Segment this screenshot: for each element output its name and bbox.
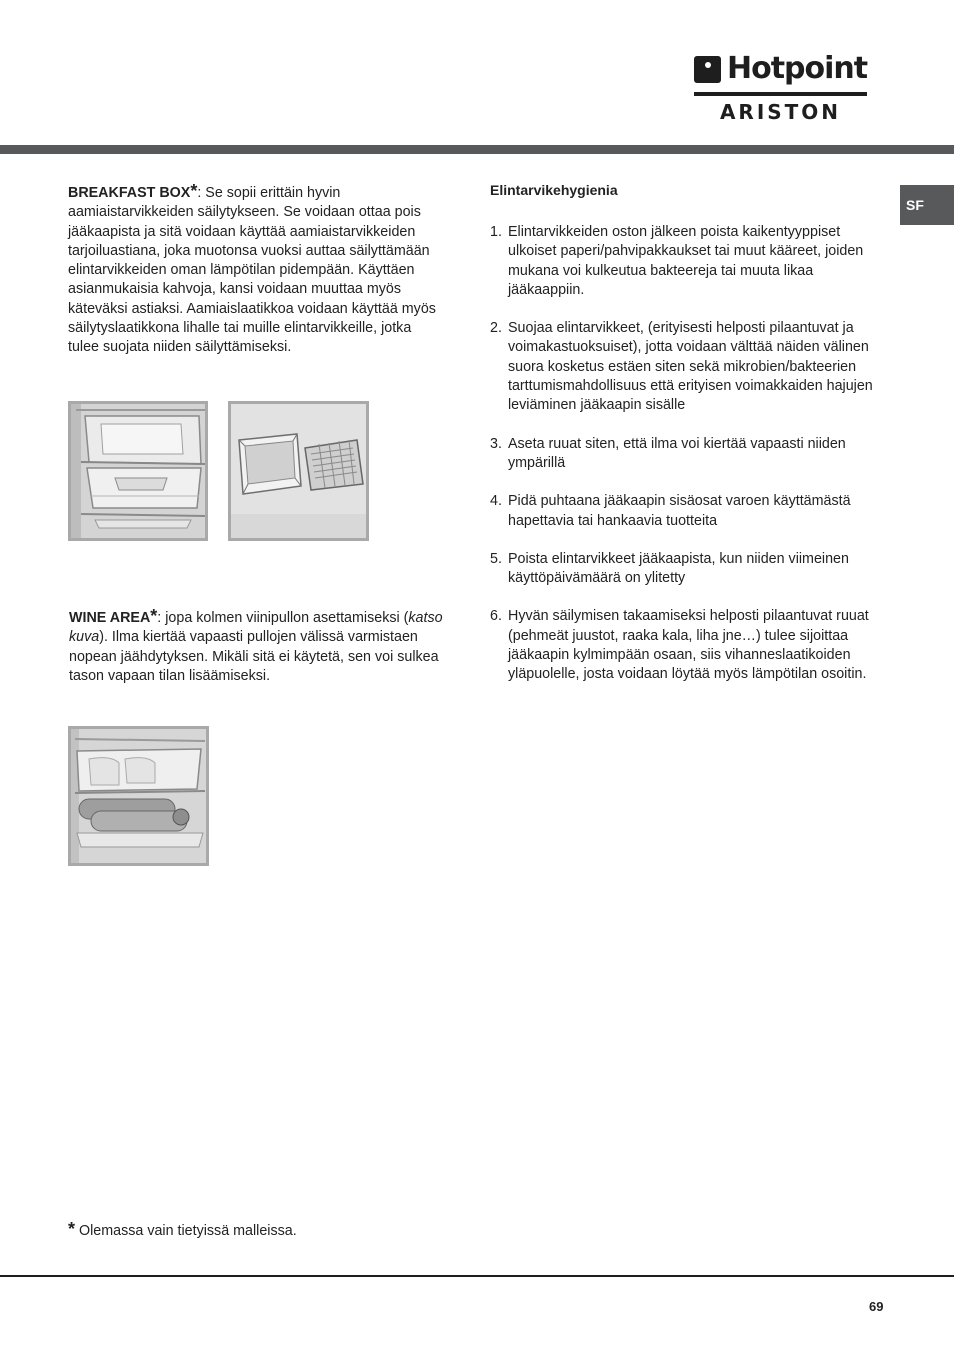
- footnote-text: Olemassa vain tietyissä malleissa.: [75, 1223, 297, 1239]
- list-item-number: 2.: [490, 320, 502, 337]
- food-hygiene-section: [490, 181, 875, 704]
- list-item-number: 5.: [490, 550, 502, 567]
- logo-mark-icon: [694, 56, 721, 83]
- footnote-asterisk: *: [68, 1219, 76, 1239]
- page-number: 69: [869, 1299, 884, 1314]
- list-item-text: Hyvän säilymisen takaamiseksi helposti pilaantuvat ruuat (pehmeät juustot, raaka kala, liha jne…) tulee sijoittaa jääkaapin kylmimpään osaan, siis vihanneslaatikoiden yläpuolelle, josta voidaan löytää myös lämpötilan osoitin.: [508, 608, 869, 683]
- wine-area-asterisk: *: [150, 606, 158, 626]
- wine-area-label: WINE AREA: [69, 610, 151, 626]
- list-item-number: 6.: [490, 608, 502, 625]
- list-item-text: Aseta ruuat siten, että ilma voi kiertää vapaasti niiden ympärillä: [508, 435, 846, 471]
- breakfast-box-in-fridge-drawing: [71, 404, 205, 538]
- logo-top: [694, 52, 868, 86]
- footer-rule: [0, 1275, 954, 1277]
- list-item-number: 4.: [490, 493, 502, 510]
- list-item: [490, 607, 875, 684]
- wine-area-paragraph: [69, 606, 447, 686]
- breakfast-box-and-lid-image: [228, 401, 369, 541]
- list-item-text: Suojaa elintarvikkeet, (erityisesti helposti pilaantuvat ja voimakastuoksuiset), jotta voidaan välttää näiden välinen suora kosketus estäen siten sekä mikrobien/bakteerien tarttumismahdollisuus että erityisen voimakkaiden hajujen leviäminen jääkaapin sisälle: [508, 320, 873, 414]
- wine-area-see-figure: katso kuva: [69, 610, 443, 646]
- list-item: [490, 319, 875, 415]
- list-item: [490, 223, 875, 300]
- list-item-number: 3.: [490, 435, 502, 452]
- breakfast-box-text: : Se sopii erittäin hyvin aamiaistarvikkeiden säilytykseen. Se voidaan ottaa pois jääkaapista ja sitä voidaan käyttää aamiaistarvikkeiden tarjoiluastiana, joka muotonsa vuoksi auttaa säilyttämään elintarvikkeiden oman lämpötilan pidempään. Käyttäen asianmukaisia kahvoja, kansi voidaan muuttaa myös käteväksi astiaksi. Aamiaislaatikkoa voidaan käyttää myös säilytyslaatikkona lihalle tai muille elintarvikkeille, jotka tulee suojata niiden säilyttämiseksi.: [68, 185, 436, 356]
- wine-area-image: [68, 726, 209, 866]
- food-hygiene-heading: Elintarvikehygienia: [490, 182, 618, 198]
- breakfast-box-paragraph: [68, 181, 446, 358]
- footnote: [68, 1219, 297, 1241]
- logo-wordmark: Hotpoint: [727, 51, 868, 86]
- list-item-text: Poista elintarvikkeet jääkaapista, kun niiden viimeinen käyttöpäivämäärä on ylitetty: [508, 550, 849, 587]
- wine-area-drawing: [71, 729, 206, 863]
- breakfast-box-label: BREAKFAST BOX: [68, 185, 191, 201]
- language-tab: SF: [900, 185, 954, 225]
- list-item-text: Pidä puhtaana jääkaapin sisäosat varoen käyttämästä hapettavia tai hankaavia tuotteita: [508, 493, 851, 529]
- list-item: [490, 550, 875, 589]
- list-item-text: Elintarvikkeiden oston jälkeen poista kaikentyyppiset ulkoiset paperi/pahvipakkaukset tai muut kääreet, joiden mukana voi kulkeutua bakteereja tai muuta likaa jääkaappiin.: [508, 224, 864, 298]
- list-item: [490, 492, 875, 531]
- wine-area-text-2: ). Ilma kiertää vapaasti pullojen välissä varmistaen nopean jäähdytyksen. Mikäli sitä ei käytetä, sen voi sulkea tason vapaan tilan lisäämiseksi.: [69, 629, 439, 684]
- list-item-number: 1.: [490, 224, 502, 240]
- wine-area-text-1: : jopa kolmen viinipullon asettamiseksi (: [157, 610, 409, 626]
- logo-subbrand: ARISTON: [719, 100, 842, 124]
- breakfast-box-in-fridge-image: [68, 401, 208, 541]
- header-rule: [0, 145, 954, 154]
- breakfast-box-and-lid-drawing: [231, 404, 366, 538]
- list-item: [490, 435, 875, 474]
- brand-logo: [694, 52, 868, 126]
- logo-bar: [694, 92, 867, 96]
- breakfast-box-asterisk: *: [190, 181, 198, 201]
- food-hygiene-list: [490, 223, 875, 685]
